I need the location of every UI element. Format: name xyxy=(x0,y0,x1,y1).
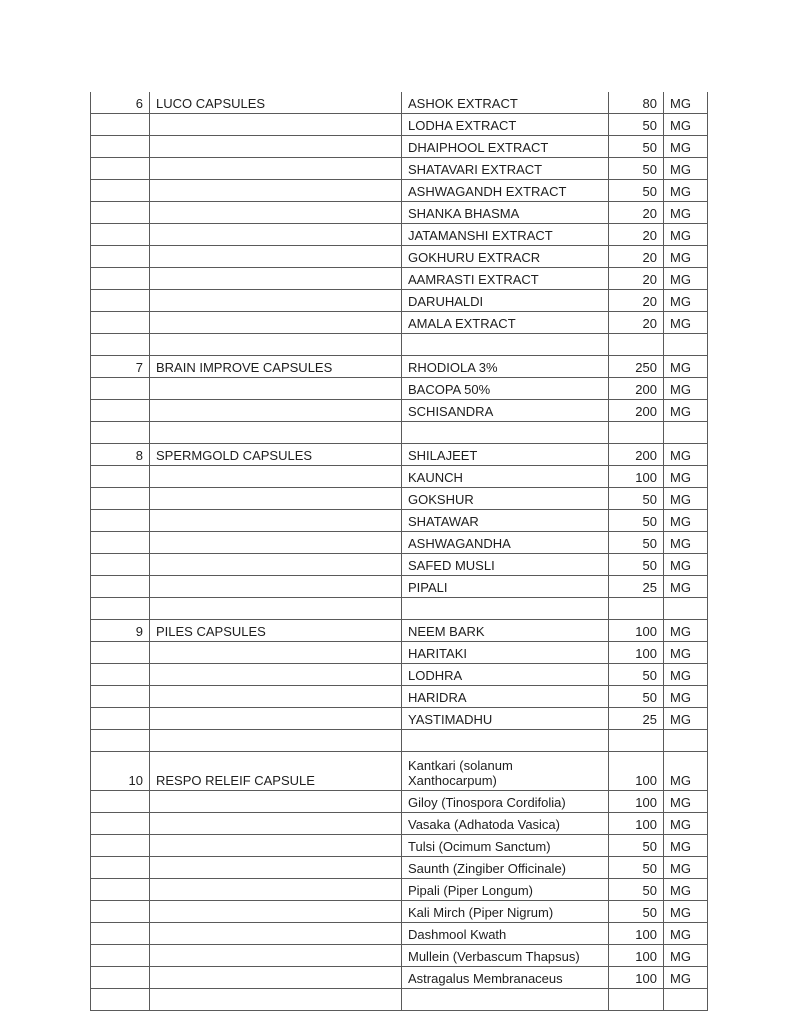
cell-product-name xyxy=(150,114,402,136)
table-row xyxy=(91,813,708,835)
table-row xyxy=(91,466,708,488)
cell-unit: MG xyxy=(664,202,708,224)
formulation-table xyxy=(90,92,708,1011)
cell-serial-no xyxy=(91,664,150,686)
cell-quantity xyxy=(609,334,664,356)
cell-ingredient-name: LODHRA xyxy=(402,664,609,686)
cell-unit: MG xyxy=(664,444,708,466)
table-row xyxy=(91,664,708,686)
cell-serial-no xyxy=(91,246,150,268)
cell-product-name xyxy=(150,879,402,901)
table-row xyxy=(91,620,708,642)
cell-unit: MG xyxy=(664,158,708,180)
cell-product-name xyxy=(150,708,402,730)
cell-serial-no xyxy=(91,686,150,708)
cell-ingredient-name: ASHWAGANDHA xyxy=(402,532,609,554)
cell-product-name xyxy=(150,158,402,180)
table-row xyxy=(91,378,708,400)
cell-unit: MG xyxy=(664,290,708,312)
cell-product-name xyxy=(150,488,402,510)
cell-ingredient-name: Saunth (Zingiber Officinale) xyxy=(402,857,609,879)
cell-ingredient-name: Mullein (Verbascum Thapsus) xyxy=(402,945,609,967)
cell-product-name xyxy=(150,312,402,334)
cell-ingredient-name: AAMRASTI EXTRACT xyxy=(402,268,609,290)
cell-quantity: 100 xyxy=(609,466,664,488)
cell-serial-no xyxy=(91,598,150,620)
cell-product-name: PILES CAPSULES xyxy=(150,620,402,642)
cell-ingredient-name: SHATAWAR xyxy=(402,510,609,532)
cell-ingredient-name: YASTIMADHU xyxy=(402,708,609,730)
cell-product-name xyxy=(150,422,402,444)
table-row xyxy=(91,576,708,598)
cell-serial-no xyxy=(91,422,150,444)
cell-unit: MG xyxy=(664,835,708,857)
cell-ingredient-name: Astragalus Membranaceus xyxy=(402,967,609,989)
table-row xyxy=(91,901,708,923)
cell-ingredient-name xyxy=(402,422,609,444)
cell-serial-no xyxy=(91,554,150,576)
cell-quantity: 200 xyxy=(609,400,664,422)
cell-serial-no xyxy=(91,857,150,879)
cell-quantity: 50 xyxy=(609,158,664,180)
cell-unit: MG xyxy=(664,967,708,989)
cell-product-name xyxy=(150,967,402,989)
cell-unit xyxy=(664,598,708,620)
table-row xyxy=(91,180,708,202)
table-row xyxy=(91,791,708,813)
cell-product-name xyxy=(150,246,402,268)
cell-ingredient-name: DHAIPHOOL EXTRACT xyxy=(402,136,609,158)
cell-serial-no xyxy=(91,334,150,356)
table-row xyxy=(91,708,708,730)
cell-unit: MG xyxy=(664,642,708,664)
cell-ingredient-name: Tulsi (Ocimum Sanctum) xyxy=(402,835,609,857)
cell-product-name xyxy=(150,576,402,598)
cell-product-name xyxy=(150,791,402,813)
cell-quantity: 50 xyxy=(609,664,664,686)
cell-unit xyxy=(664,730,708,752)
cell-product-name xyxy=(150,923,402,945)
empty-row xyxy=(91,422,708,444)
cell-quantity xyxy=(609,989,664,1011)
formulation-table-body xyxy=(91,92,708,1011)
table-row xyxy=(91,268,708,290)
cell-ingredient-name: ASHWAGANDH EXTRACT xyxy=(402,180,609,202)
cell-unit: MG xyxy=(664,879,708,901)
cell-unit: MG xyxy=(664,378,708,400)
cell-unit: MG xyxy=(664,532,708,554)
cell-ingredient-name: SHILAJEET xyxy=(402,444,609,466)
cell-ingredient-name: SHATAVARI EXTRACT xyxy=(402,158,609,180)
cell-product-name xyxy=(150,554,402,576)
cell-ingredient-name xyxy=(402,334,609,356)
cell-quantity: 20 xyxy=(609,202,664,224)
cell-unit: MG xyxy=(664,791,708,813)
cell-serial-no xyxy=(91,180,150,202)
cell-product-name xyxy=(150,268,402,290)
cell-serial-no xyxy=(91,532,150,554)
cell-ingredient-name: HARITAKI xyxy=(402,642,609,664)
empty-row xyxy=(91,989,708,1011)
cell-serial-no xyxy=(91,378,150,400)
cell-serial-no xyxy=(91,312,150,334)
cell-quantity: 25 xyxy=(609,708,664,730)
table-row xyxy=(91,400,708,422)
cell-serial-no xyxy=(91,708,150,730)
cell-quantity: 50 xyxy=(609,114,664,136)
table-row xyxy=(91,642,708,664)
cell-unit xyxy=(664,422,708,444)
table-row xyxy=(91,532,708,554)
cell-serial-no xyxy=(91,642,150,664)
cell-serial-no xyxy=(91,268,150,290)
cell-ingredient-name: KAUNCH xyxy=(402,466,609,488)
cell-product-name xyxy=(150,598,402,620)
cell-ingredient-name: GOKHURU EXTRACR xyxy=(402,246,609,268)
cell-quantity: 100 xyxy=(609,791,664,813)
cell-serial-no xyxy=(91,290,150,312)
cell-ingredient-name: BACOPA 50% xyxy=(402,378,609,400)
table-row xyxy=(91,857,708,879)
cell-product-name xyxy=(150,510,402,532)
cell-ingredient-name: Giloy (Tinospora Cordifolia) xyxy=(402,791,609,813)
cell-product-name xyxy=(150,642,402,664)
table-row xyxy=(91,158,708,180)
cell-ingredient-name: JATAMANSHI EXTRACT xyxy=(402,224,609,246)
cell-quantity: 20 xyxy=(609,312,664,334)
cell-ingredient-name: Dashmool Kwath xyxy=(402,923,609,945)
table-row xyxy=(91,510,708,532)
cell-unit: MG xyxy=(664,813,708,835)
cell-unit: MG xyxy=(664,664,708,686)
empty-row xyxy=(91,598,708,620)
cell-product-name: LUCO CAPSULES xyxy=(150,92,402,114)
cell-unit: MG xyxy=(664,576,708,598)
cell-unit xyxy=(664,989,708,1011)
cell-unit: MG xyxy=(664,268,708,290)
cell-product-name xyxy=(150,290,402,312)
cell-product-name xyxy=(150,857,402,879)
cell-unit: MG xyxy=(664,224,708,246)
cell-quantity: 25 xyxy=(609,576,664,598)
cell-ingredient-name: ASHOK EXTRACT xyxy=(402,92,609,114)
cell-ingredient-name: AMALA EXTRACT xyxy=(402,312,609,334)
cell-quantity: 50 xyxy=(609,554,664,576)
cell-serial-no xyxy=(91,945,150,967)
cell-ingredient-name: Pipali (Piper Longum) xyxy=(402,879,609,901)
cell-serial-no: 6 xyxy=(91,92,150,114)
cell-product-name: BRAIN IMPROVE CAPSULES xyxy=(150,356,402,378)
cell-unit: MG xyxy=(664,708,708,730)
cell-ingredient-name: Kali Mirch (Piper Nigrum) xyxy=(402,901,609,923)
cell-quantity: 50 xyxy=(609,510,664,532)
cell-unit: MG xyxy=(664,246,708,268)
cell-unit: MG xyxy=(664,136,708,158)
cell-quantity: 20 xyxy=(609,224,664,246)
cell-quantity: 50 xyxy=(609,532,664,554)
table-row xyxy=(91,554,708,576)
cell-product-name xyxy=(150,136,402,158)
cell-ingredient-name: PIPALI xyxy=(402,576,609,598)
cell-unit: MG xyxy=(664,510,708,532)
cell-quantity xyxy=(609,730,664,752)
cell-product-name xyxy=(150,664,402,686)
table-row xyxy=(91,752,708,791)
cell-product-name xyxy=(150,730,402,752)
cell-ingredient-name: NEEM BARK xyxy=(402,620,609,642)
cell-product-name xyxy=(150,686,402,708)
cell-quantity: 200 xyxy=(609,444,664,466)
cell-unit: MG xyxy=(664,92,708,114)
cell-serial-no: 7 xyxy=(91,356,150,378)
empty-row xyxy=(91,334,708,356)
cell-product-name xyxy=(150,202,402,224)
cell-serial-no xyxy=(91,835,150,857)
cell-unit: MG xyxy=(664,752,708,791)
cell-unit xyxy=(664,334,708,356)
cell-product-name xyxy=(150,945,402,967)
table-row xyxy=(91,835,708,857)
cell-serial-no xyxy=(91,510,150,532)
table-row xyxy=(91,444,708,466)
cell-serial-no xyxy=(91,901,150,923)
cell-serial-no xyxy=(91,989,150,1011)
table-row xyxy=(91,224,708,246)
cell-quantity xyxy=(609,598,664,620)
cell-product-name xyxy=(150,835,402,857)
cell-unit: MG xyxy=(664,857,708,879)
cell-serial-no xyxy=(91,158,150,180)
cell-product-name xyxy=(150,989,402,1011)
cell-ingredient-name: SAFED MUSLI xyxy=(402,554,609,576)
cell-ingredient-name xyxy=(402,598,609,620)
cell-serial-no xyxy=(91,202,150,224)
cell-quantity xyxy=(609,422,664,444)
cell-quantity: 50 xyxy=(609,488,664,510)
cell-unit: MG xyxy=(664,356,708,378)
cell-ingredient-name: RHODIOLA 3% xyxy=(402,356,609,378)
cell-quantity: 100 xyxy=(609,752,664,791)
cell-serial-no xyxy=(91,136,150,158)
cell-product-name xyxy=(150,532,402,554)
cell-unit: MG xyxy=(664,114,708,136)
cell-serial-no xyxy=(91,879,150,901)
table-row xyxy=(91,356,708,378)
table-row xyxy=(91,136,708,158)
cell-quantity: 100 xyxy=(609,967,664,989)
cell-unit: MG xyxy=(664,488,708,510)
cell-quantity: 200 xyxy=(609,378,664,400)
cell-product-name xyxy=(150,400,402,422)
cell-serial-no xyxy=(91,791,150,813)
cell-serial-no: 10 xyxy=(91,752,150,791)
cell-serial-no xyxy=(91,488,150,510)
cell-serial-no xyxy=(91,466,150,488)
cell-serial-no: 9 xyxy=(91,620,150,642)
cell-serial-no xyxy=(91,224,150,246)
cell-product-name xyxy=(150,378,402,400)
table-row xyxy=(91,879,708,901)
cell-quantity: 50 xyxy=(609,180,664,202)
cell-serial-no xyxy=(91,576,150,598)
cell-quantity: 250 xyxy=(609,356,664,378)
cell-quantity: 100 xyxy=(609,945,664,967)
cell-unit: MG xyxy=(664,312,708,334)
cell-quantity: 50 xyxy=(609,901,664,923)
table-row xyxy=(91,945,708,967)
cell-ingredient-name: SCHISANDRA xyxy=(402,400,609,422)
table-row xyxy=(91,114,708,136)
empty-row xyxy=(91,730,708,752)
cell-unit: MG xyxy=(664,620,708,642)
cell-quantity: 20 xyxy=(609,246,664,268)
cell-product-name xyxy=(150,180,402,202)
table-row xyxy=(91,202,708,224)
cell-quantity: 100 xyxy=(609,642,664,664)
table-row xyxy=(91,488,708,510)
cell-ingredient-name: Vasaka (Adhatoda Vasica) xyxy=(402,813,609,835)
cell-ingredient-name: HARIDRA xyxy=(402,686,609,708)
cell-product-name xyxy=(150,224,402,246)
cell-ingredient-name xyxy=(402,730,609,752)
cell-product-name: SPERMGOLD CAPSULES xyxy=(150,444,402,466)
cell-product-name xyxy=(150,466,402,488)
cell-quantity: 100 xyxy=(609,620,664,642)
cell-unit: MG xyxy=(664,923,708,945)
cell-unit: MG xyxy=(664,554,708,576)
cell-serial-no xyxy=(91,813,150,835)
cell-ingredient-name: GOKSHUR xyxy=(402,488,609,510)
cell-ingredient-name: SHANKA BHASMA xyxy=(402,202,609,224)
table-row xyxy=(91,923,708,945)
cell-unit: MG xyxy=(664,945,708,967)
cell-quantity: 50 xyxy=(609,879,664,901)
cell-unit: MG xyxy=(664,901,708,923)
cell-quantity: 80 xyxy=(609,92,664,114)
cell-serial-no xyxy=(91,730,150,752)
table-row xyxy=(91,92,708,114)
cell-serial-no xyxy=(91,967,150,989)
cell-unit: MG xyxy=(664,400,708,422)
cell-quantity: 20 xyxy=(609,268,664,290)
cell-serial-no: 8 xyxy=(91,444,150,466)
cell-unit: MG xyxy=(664,686,708,708)
cell-ingredient-name: DARUHALDI xyxy=(402,290,609,312)
cell-ingredient-name: Kantkari (solanum Xanthocarpum) xyxy=(402,752,609,791)
cell-product-name: RESPO RELEIF CAPSULE xyxy=(150,752,402,791)
cell-quantity: 100 xyxy=(609,813,664,835)
cell-product-name xyxy=(150,334,402,356)
cell-quantity: 50 xyxy=(609,136,664,158)
cell-ingredient-name xyxy=(402,989,609,1011)
cell-ingredient-name: LODHA EXTRACT xyxy=(402,114,609,136)
table-row xyxy=(91,246,708,268)
table-row xyxy=(91,686,708,708)
cell-quantity: 20 xyxy=(609,290,664,312)
cell-product-name xyxy=(150,901,402,923)
cell-product-name xyxy=(150,813,402,835)
cell-quantity: 50 xyxy=(609,835,664,857)
table-row xyxy=(91,967,708,989)
cell-serial-no xyxy=(91,114,150,136)
cell-quantity: 50 xyxy=(609,686,664,708)
cell-quantity: 100 xyxy=(609,923,664,945)
cell-unit: MG xyxy=(664,180,708,202)
cell-serial-no xyxy=(91,923,150,945)
table-row xyxy=(91,290,708,312)
cell-quantity: 50 xyxy=(609,857,664,879)
cell-unit: MG xyxy=(664,466,708,488)
table-row xyxy=(91,312,708,334)
cell-serial-no xyxy=(91,400,150,422)
